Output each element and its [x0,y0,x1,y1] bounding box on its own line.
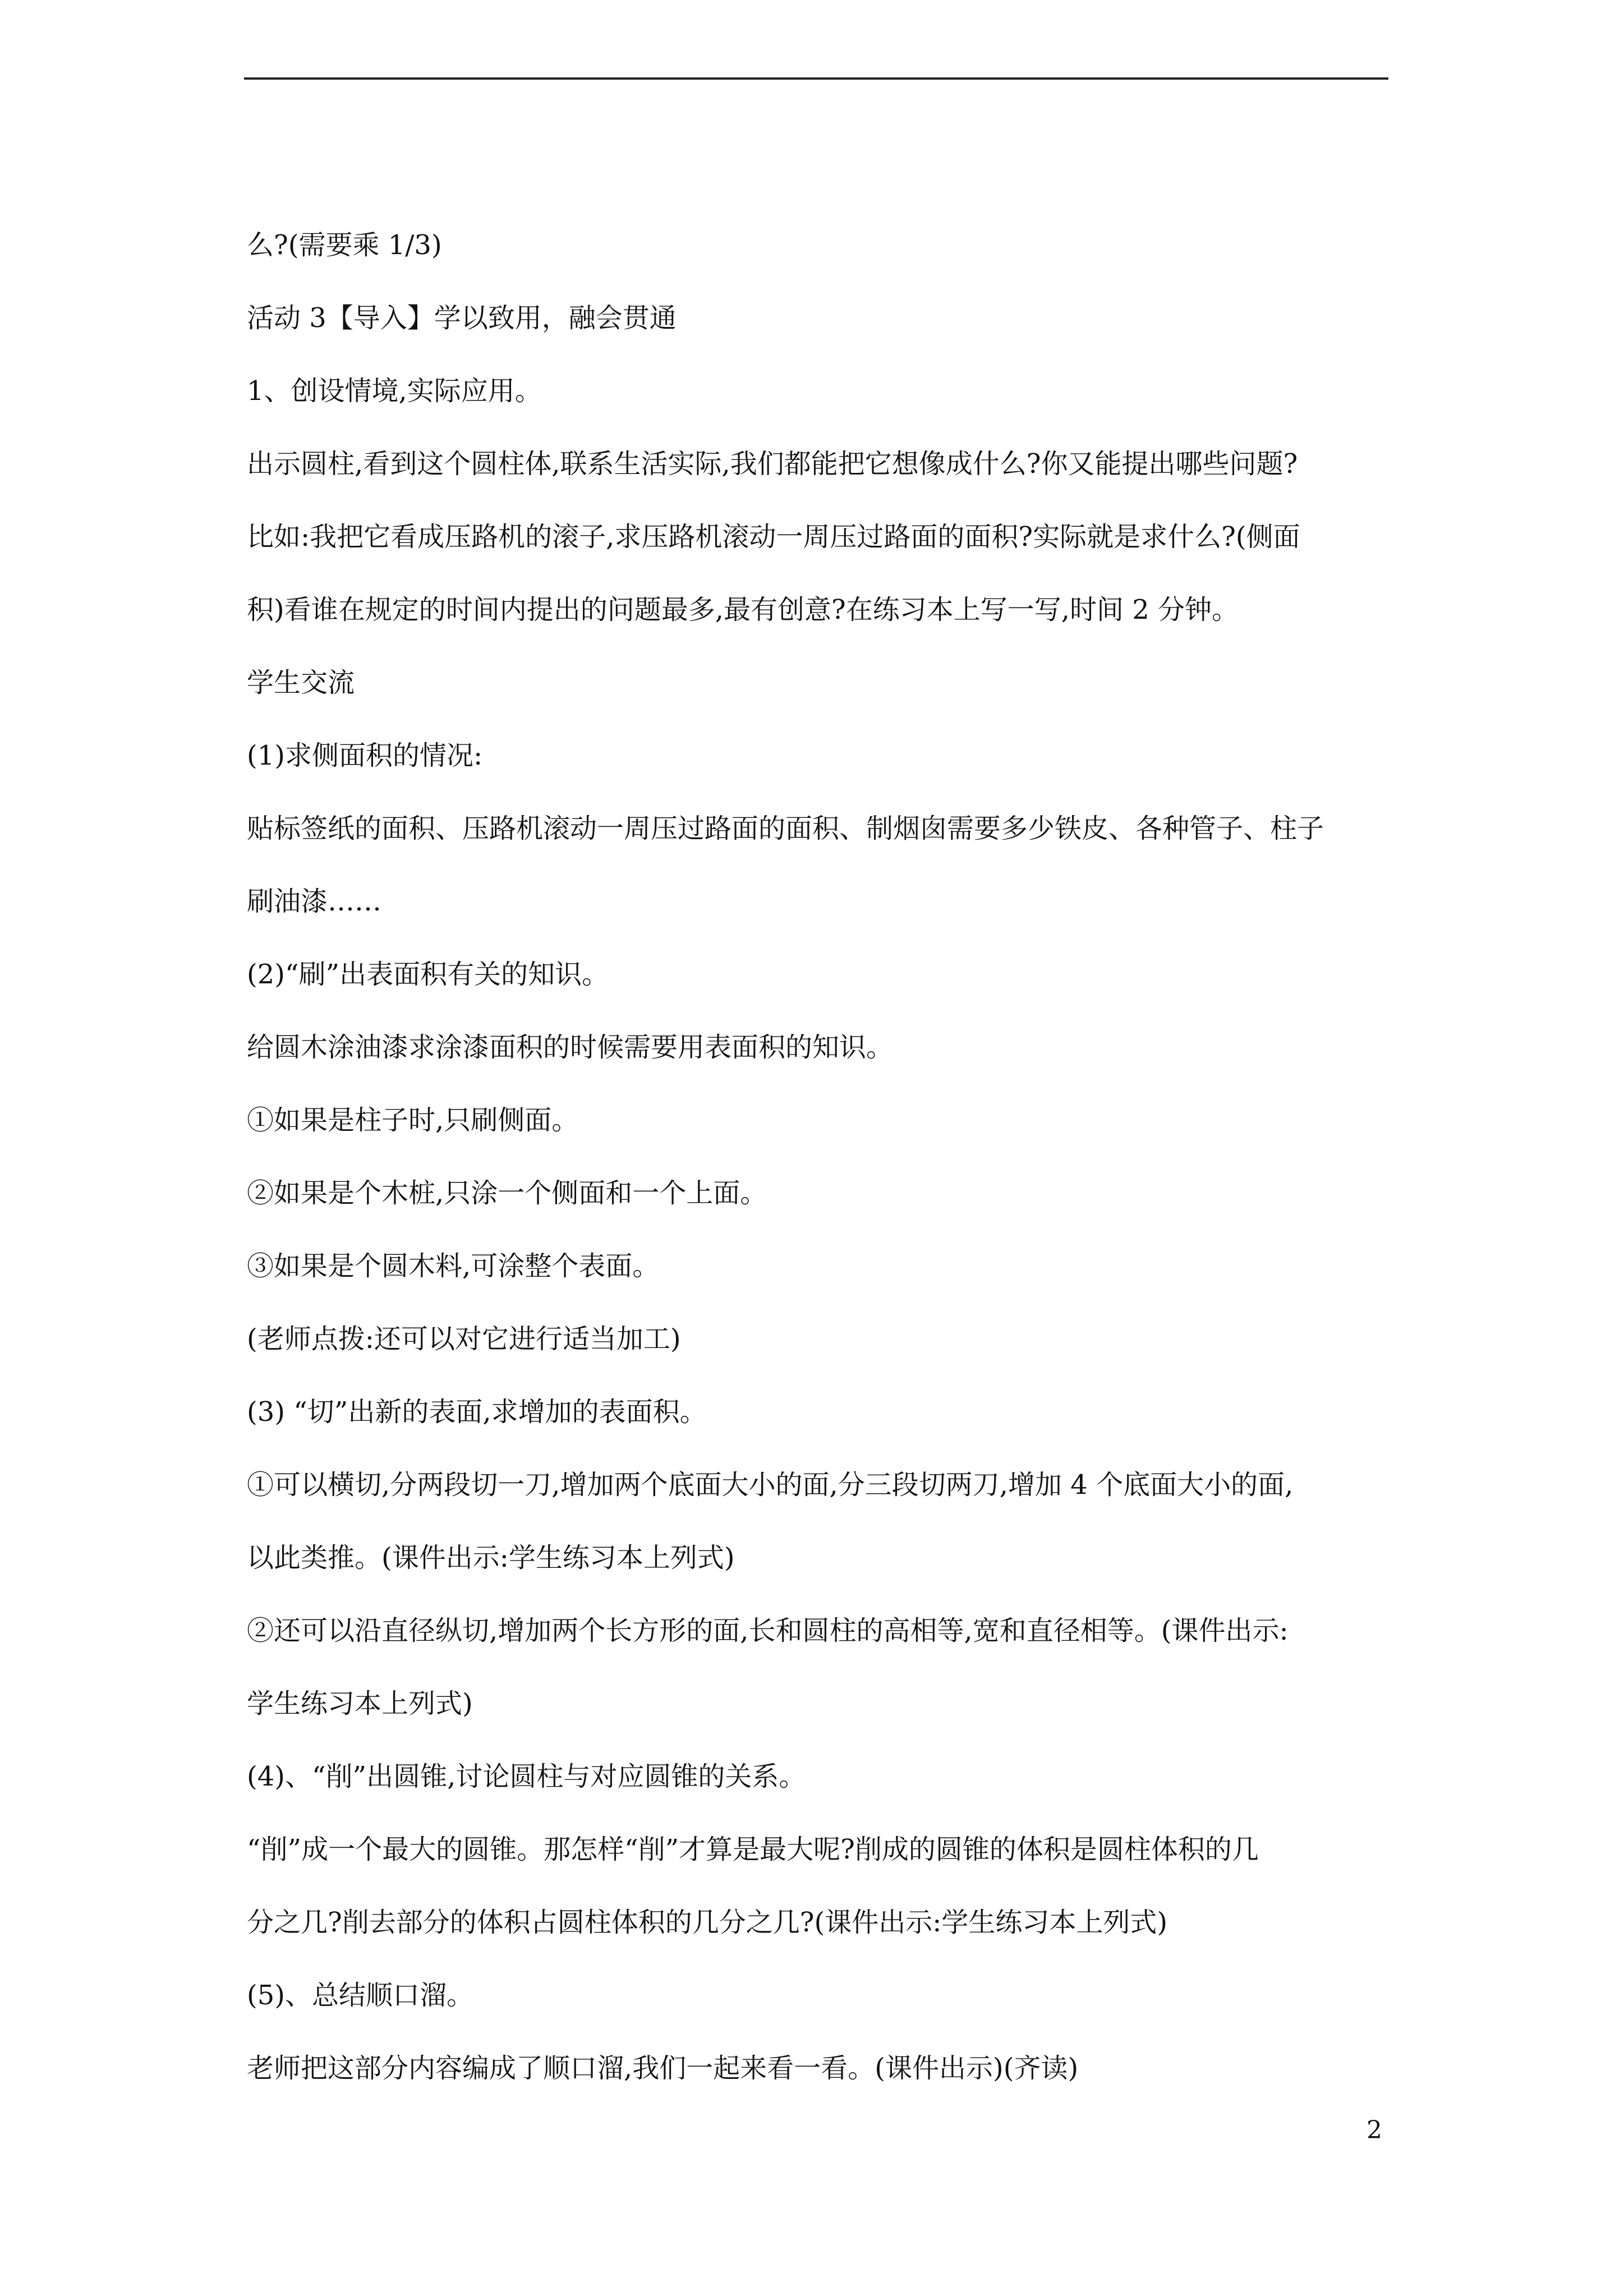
text-line: 出示圆柱,看到这个圆柱体,联系生活实际,我们都能把它想像成什么?你又能提出哪些问题? [247,448,1298,480]
text-line: (老师点拨:还可以对它进行适当加工) [247,1323,681,1355]
text-line: ②还可以沿直径纵切,增加两个长方形的面,长和圆柱的高相等,宽和直径相等。(课件出示: [247,1615,1289,1646]
text-line: (3) “切”出新的表面,求增加的表面积。 [247,1396,707,1428]
text-line: (5)、总结顺口溜。 [247,1980,473,2011]
text-line: 老师把这部分内容编成了顺口溜,我们一起来看一看。(课件出示)(齐读) [247,2053,1079,2084]
text-line: 以此类推。(课件出示:学生练习本上列式) [247,1542,735,1573]
text-line: ③如果是个圆木料,可涂整个表面。 [247,1250,660,1282]
header-rule [244,77,1388,80]
text-line: ②如果是个木桩,只涂一个侧面和一个上面。 [247,1177,767,1209]
text-line: “削”成一个最大的圆锥。那怎样“削”才算是最大呢?削成的圆锥的体积是圆柱体积的几 [247,1834,1259,1865]
text-line: (1)求侧面积的情况: [247,740,483,771]
text-line: (2)“刷”出表面积有关的知识。 [247,959,609,990]
text-line: 给圆木涂油漆求涂漆面积的时候需要用表面积的知识。 [247,1032,894,1063]
text-line: 1、创设情境,实际应用。 [247,375,542,407]
text-line: 分之几?削去部分的体积占圆柱体积的几分之几?(课件出示:学生练习本上列式) [247,1907,1168,1938]
text-line: (4)、“削”出圆锥,讨论圆柱与对应圆锥的关系。 [247,1761,806,1792]
text-line: 贴标签纸的面积、压路机滚动一周压过路面的面积、制烟囱需要多少铁皮、各种管子、柱子 [247,813,1324,844]
text-line: ①如果是柱子时,只刷侧面。 [247,1105,579,1136]
page-number: 2 [1367,2116,1382,2145]
text-line: 么?(需要乘 1/3) [247,229,442,261]
document-body [247,209,1391,2105]
text-line: ①可以横切,分两段切一刀,增加两个底面大小的面,分三段切两刀,增加 4 个底面大小的面, [247,1469,1294,1501]
text-line: 比如:我把它看成压路机的滚子,求压路机滚动一周压过路面的面积?实际就是求什么?(侧面 [247,521,1300,553]
text-line: 学生练习本上列式) [247,1688,473,1719]
text-line: 学生交流 [247,667,355,698]
text-line: 积)看谁在规定的时间内提出的问题最多,最有创意?在练习本上写一写,时间 2 分钟。 [247,594,1239,625]
text-line: 刷油漆…… [247,886,382,917]
text-line: 活动 3【导入】学以致用，融会贯通 [247,302,677,334]
